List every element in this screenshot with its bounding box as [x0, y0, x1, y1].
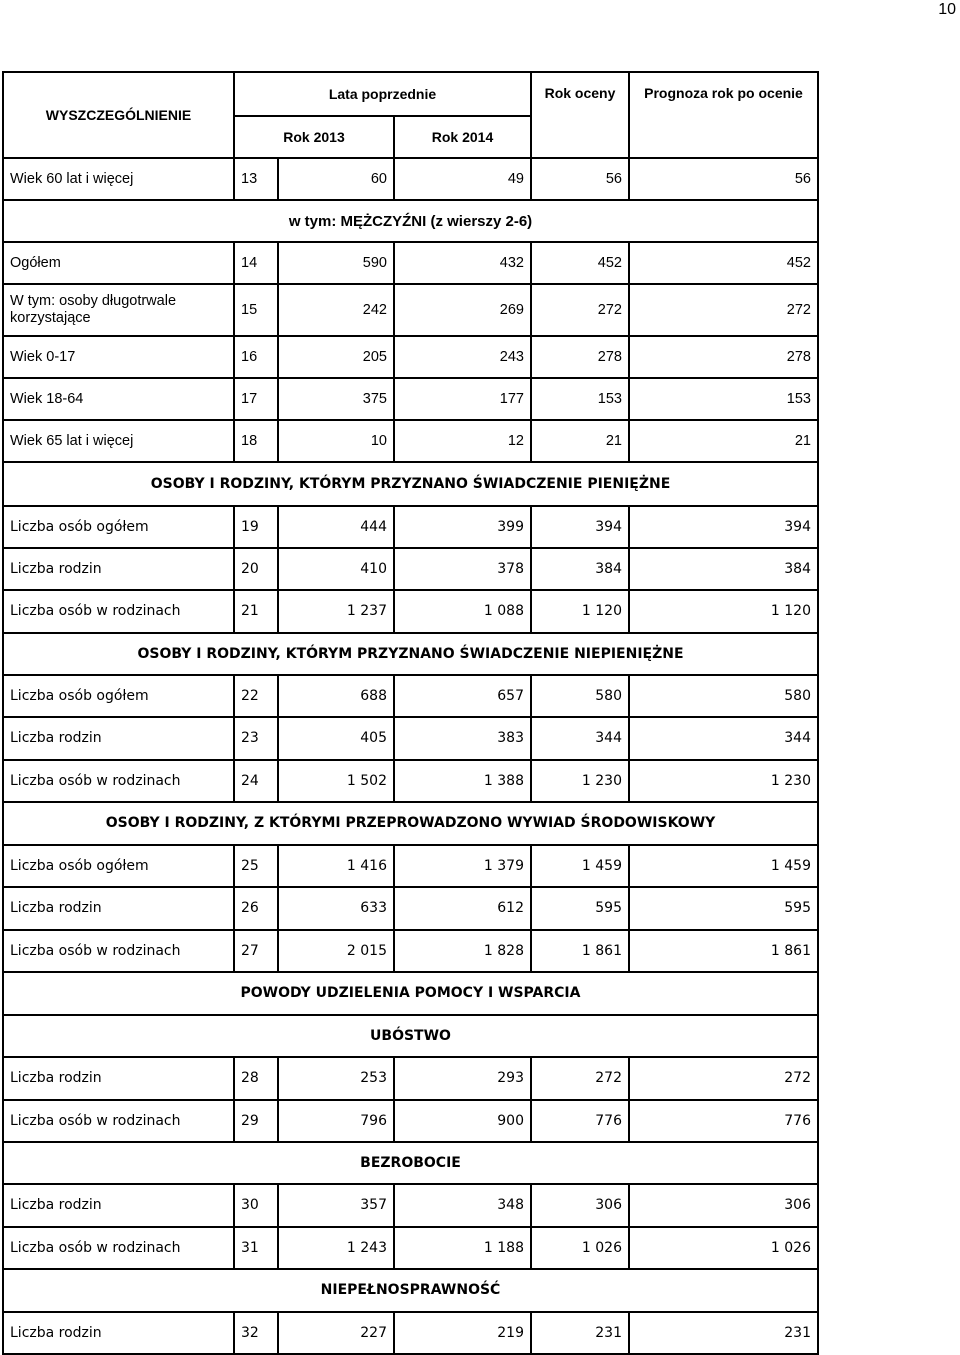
- value-2013: 205: [278, 336, 394, 378]
- row-label: Liczba osób w rodzinach: [3, 760, 234, 802]
- value-2014: 177: [394, 378, 531, 420]
- table-row: [3, 1184, 818, 1227]
- value-prognoza: 776: [629, 1100, 818, 1142]
- value-rok-oceny: 452: [531, 242, 629, 284]
- value-2013: 60: [278, 158, 394, 200]
- header-prognoza: Prognoza rok po ocenie: [629, 72, 818, 158]
- section-title: OSOBY I RODZINY, KTÓRYM PRZYZNANO ŚWIADCZENIE PIENIĘŻNE: [3, 462, 818, 506]
- row-number: 31: [234, 1227, 278, 1269]
- table-row: [3, 760, 818, 802]
- value-2013: 410: [278, 548, 394, 590]
- row-label: Liczba rodzin: [3, 1312, 234, 1354]
- value-2014: 49: [394, 158, 531, 200]
- row-label: W tym: osoby długotrwale korzystające: [3, 284, 234, 336]
- value-rok-oceny: 231: [531, 1312, 629, 1354]
- row-number: 22: [234, 675, 278, 717]
- value-2014: 293: [394, 1057, 531, 1100]
- value-prognoza: 580: [629, 675, 818, 717]
- value-prognoza: 1 120: [629, 590, 818, 633]
- row-label: Wiek 65 lat i więcej: [3, 420, 234, 462]
- row-label: Wiek 18-64: [3, 378, 234, 420]
- value-rok-oceny: 272: [531, 284, 629, 336]
- value-rok-oceny: 56: [531, 158, 629, 200]
- table-row: [3, 158, 818, 200]
- section-row: [3, 200, 818, 242]
- value-2013: 357: [278, 1184, 394, 1227]
- row-label: Liczba osób w rodzinach: [3, 1100, 234, 1142]
- value-2013: 1 416: [278, 845, 394, 887]
- row-number: 15: [234, 284, 278, 336]
- value-2014: 1 379: [394, 845, 531, 887]
- value-2013: 1 502: [278, 760, 394, 802]
- table-row: [3, 930, 818, 972]
- value-prognoza: 344: [629, 717, 818, 760]
- value-rok-oceny: 344: [531, 717, 629, 760]
- value-2014: 219: [394, 1312, 531, 1354]
- value-2013: 688: [278, 675, 394, 717]
- header-rok-oceny: Rok oceny: [531, 72, 629, 158]
- row-number: 20: [234, 548, 278, 590]
- value-2013: 590: [278, 242, 394, 284]
- value-rok-oceny: 580: [531, 675, 629, 717]
- value-rok-oceny: 1 120: [531, 590, 629, 633]
- row-number: 19: [234, 506, 278, 548]
- section-row: [3, 462, 818, 506]
- value-rok-oceny: 306: [531, 1184, 629, 1227]
- table-row: [3, 887, 818, 930]
- header-rok-2014: Rok 2014: [394, 116, 531, 158]
- value-prognoza: 306: [629, 1184, 818, 1227]
- row-label: Liczba rodzin: [3, 1057, 234, 1100]
- value-prognoza: 21: [629, 420, 818, 462]
- value-2014: 1 188: [394, 1227, 531, 1269]
- section-title: BEZROBOCIE: [3, 1142, 818, 1184]
- row-number: 14: [234, 242, 278, 284]
- value-2014: 243: [394, 336, 531, 378]
- value-2013: 253: [278, 1057, 394, 1100]
- row-number: 27: [234, 930, 278, 972]
- value-rok-oceny: 776: [531, 1100, 629, 1142]
- table-row: [3, 1057, 818, 1100]
- value-rok-oceny: 384: [531, 548, 629, 590]
- value-rok-oceny: 272: [531, 1057, 629, 1100]
- row-label: Wiek 60 lat i więcej: [3, 158, 234, 200]
- value-prognoza: 153: [629, 378, 818, 420]
- value-prognoza: 272: [629, 284, 818, 336]
- header-lata-poprzednie: Lata poprzednie: [234, 72, 531, 116]
- table-row: [3, 1312, 818, 1354]
- page-number: 10: [938, 1, 956, 18]
- value-prognoza: 278: [629, 336, 818, 378]
- row-number: 13: [234, 158, 278, 200]
- section-row: [3, 1269, 818, 1312]
- row-number: 28: [234, 1057, 278, 1100]
- row-number: 32: [234, 1312, 278, 1354]
- row-number: 25: [234, 845, 278, 887]
- section-row: [3, 802, 818, 845]
- section-title: POWODY UDZIELENIA POMOCY I WSPARCIA: [3, 972, 818, 1015]
- row-label: Ogółem: [3, 242, 234, 284]
- value-2013: 1 237: [278, 590, 394, 633]
- value-2013: 2 015: [278, 930, 394, 972]
- table-row: [3, 420, 818, 462]
- section-row: [3, 1015, 818, 1057]
- value-2014: 612: [394, 887, 531, 930]
- row-number: 18: [234, 420, 278, 462]
- section-row: [3, 972, 818, 1015]
- value-2014: 378: [394, 548, 531, 590]
- table-row: [3, 378, 818, 420]
- value-rok-oceny: 1 230: [531, 760, 629, 802]
- table-row: [3, 590, 818, 633]
- value-2013: 405: [278, 717, 394, 760]
- value-2013: 796: [278, 1100, 394, 1142]
- value-2013: 633: [278, 887, 394, 930]
- table-row: [3, 717, 818, 760]
- table-row: [3, 675, 818, 717]
- value-rok-oceny: 1 459: [531, 845, 629, 887]
- row-number: 16: [234, 336, 278, 378]
- report-table-body: [3, 72, 818, 1354]
- value-rok-oceny: 1 861: [531, 930, 629, 972]
- row-label: Liczba rodzin: [3, 1184, 234, 1227]
- value-prognoza: 1 026: [629, 1227, 818, 1269]
- row-label: Liczba osób w rodzinach: [3, 930, 234, 972]
- value-prognoza: 1 230: [629, 760, 818, 802]
- value-prognoza: 394: [629, 506, 818, 548]
- row-label: Liczba osób ogółem: [3, 506, 234, 548]
- value-2014: 1 088: [394, 590, 531, 633]
- row-label: Liczba osób ogółem: [3, 675, 234, 717]
- row-number: 23: [234, 717, 278, 760]
- value-prognoza: 272: [629, 1057, 818, 1100]
- value-2014: 657: [394, 675, 531, 717]
- value-prognoza: 1 861: [629, 930, 818, 972]
- value-rok-oceny: 278: [531, 336, 629, 378]
- section-title: OSOBY I RODZINY, KTÓRYM PRZYZNANO ŚWIADCZENIE NIEPIENIĘŻNE: [3, 633, 818, 675]
- row-label: Wiek 0-17: [3, 336, 234, 378]
- value-2014: 399: [394, 506, 531, 548]
- value-2013: 444: [278, 506, 394, 548]
- section-title: NIEPEŁNOSPRAWNOŚĆ: [3, 1269, 818, 1312]
- value-prognoza: 595: [629, 887, 818, 930]
- report-table: [2, 71, 819, 1355]
- table-row: [3, 548, 818, 590]
- table-row: [3, 1100, 818, 1142]
- header-row-top: [3, 72, 818, 116]
- row-label: Liczba rodzin: [3, 887, 234, 930]
- value-rok-oceny: 394: [531, 506, 629, 548]
- value-prognoza: 1 459: [629, 845, 818, 887]
- value-2013: 375: [278, 378, 394, 420]
- row-label: Liczba osób w rodzinach: [3, 1227, 234, 1269]
- table-row: [3, 336, 818, 378]
- value-rok-oceny: 595: [531, 887, 629, 930]
- header-rok-2013: Rok 2013: [234, 116, 394, 158]
- value-prognoza: 231: [629, 1312, 818, 1354]
- row-label: Liczba osób ogółem: [3, 845, 234, 887]
- row-label: Liczba rodzin: [3, 548, 234, 590]
- table-row: [3, 242, 818, 284]
- value-2013: 1 243: [278, 1227, 394, 1269]
- row-label: Liczba rodzin: [3, 717, 234, 760]
- value-2014: 900: [394, 1100, 531, 1142]
- section-title: w tym: MĘŻCZYŹNI (z wierszy 2-6): [3, 200, 818, 242]
- value-2014: 383: [394, 717, 531, 760]
- row-number: 21: [234, 590, 278, 633]
- section-title: OSOBY I RODZINY, Z KTÓRYMI PRZEPROWADZONO WYWIAD ŚRODOWISKOWY: [3, 802, 818, 845]
- section-row: [3, 633, 818, 675]
- value-2014: 269: [394, 284, 531, 336]
- table-row: [3, 1227, 818, 1269]
- section-title: UBÓSTWO: [3, 1015, 818, 1057]
- row-label: Liczba osób w rodzinach: [3, 590, 234, 633]
- value-2014: 12: [394, 420, 531, 462]
- row-number: 24: [234, 760, 278, 802]
- value-rok-oceny: 1 026: [531, 1227, 629, 1269]
- value-2014: 348: [394, 1184, 531, 1227]
- row-number: 17: [234, 378, 278, 420]
- value-rok-oceny: 153: [531, 378, 629, 420]
- value-2013: 227: [278, 1312, 394, 1354]
- header-wyszczegolnienie: WYSZCZEGÓLNIENIE: [3, 72, 234, 158]
- row-number: 30: [234, 1184, 278, 1227]
- row-number: 26: [234, 887, 278, 930]
- value-2014: 1 388: [394, 760, 531, 802]
- value-prognoza: 384: [629, 548, 818, 590]
- value-2014: 1 828: [394, 930, 531, 972]
- value-rok-oceny: 21: [531, 420, 629, 462]
- value-prognoza: 56: [629, 158, 818, 200]
- row-number: 29: [234, 1100, 278, 1142]
- value-2013: 10: [278, 420, 394, 462]
- value-2014: 432: [394, 242, 531, 284]
- value-2013: 242: [278, 284, 394, 336]
- table-row: [3, 506, 818, 548]
- table-row: [3, 845, 818, 887]
- value-prognoza: 452: [629, 242, 818, 284]
- section-row: [3, 1142, 818, 1184]
- table-row: [3, 284, 818, 336]
